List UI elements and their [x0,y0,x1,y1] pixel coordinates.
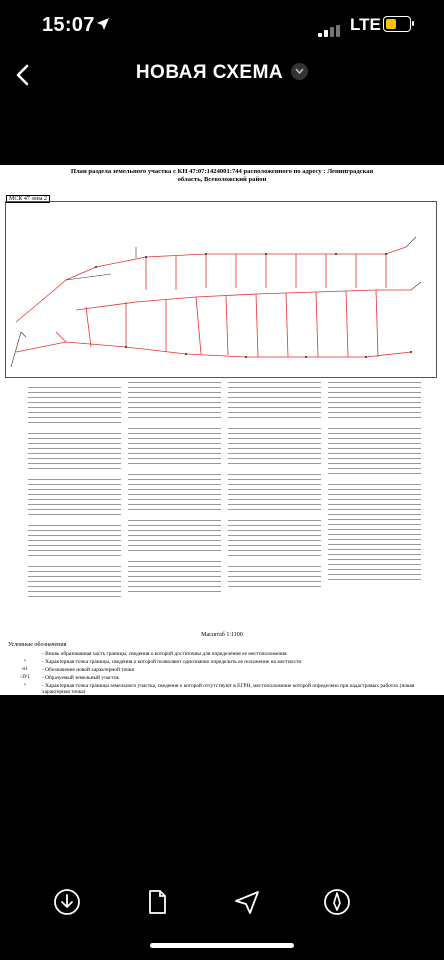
bottom-toolbar [0,880,444,924]
legend-text: - Образуемый земельный участок [42,675,120,681]
scale-label: Масштаб 1:1100 [201,632,243,638]
legend-item [8,721,428,727]
battery-cap [412,21,414,26]
legend-symbol: 47:07:1424001:1004 [8,713,50,718]
legend [8,642,428,729]
land-plan-drawing [5,201,437,378]
legend-text: - Характерная точка границы, сведения о которой позволяют однозначно определить ее положение на местности [42,659,302,665]
coordinate-tables [28,378,423,633]
legend-item [8,713,428,719]
nav-bar [0,50,444,100]
chevron-down-icon [291,63,308,80]
signal-icon [318,19,342,37]
document-page [0,165,444,727]
legend-item [8,651,428,657]
download-icon[interactable] [53,888,81,916]
legend-item [8,705,428,711]
location-arrow-icon [96,17,110,31]
network-type: LTE [350,15,381,34]
home-indicator[interactable] [150,943,294,948]
legend-text: - Обозначение характерной точки, местоположение которой не изменилось или было уточнено [42,697,260,703]
legend-item [8,683,428,695]
file-icon[interactable] [143,888,171,916]
coordinate-system-label: МСК 47 зона 2 [6,195,50,203]
legend-item [8,667,428,673]
legend-text: - Существующая часть границы, имеющиеся в ЕГРН сведения о которой достаточны для определения ее местоположения [42,705,323,711]
legend-title: Условные обозначения [8,642,67,648]
title-menu[interactable] [0,62,444,84]
legend-symbol: • [24,659,26,664]
status-time: 15:07 [42,14,95,36]
legend-text: - Вновь образованная часть границы, сведения о которой достаточны для определения ее местоположения [42,651,287,657]
status-bar [0,0,444,50]
legend-symbol: 1 [23,697,27,702]
send-icon[interactable] [233,888,261,916]
legend-item [8,697,428,703]
legend-text: - кадастровый номер земельного участка согласно которого осуществляется доступ к земельному участку общего пользования [42,721,334,727]
legend-symbol: • [24,683,26,688]
legend-text: - Характерная точка границы земельного участка, сведения о которой отсутствуют в ЕГРН, местоположение которой определено при кадастровых работах (новая характерная точка) [42,683,415,695]
page-title: НОВАЯ СХЕМА [135,62,284,83]
legend-symbol: н1 [22,667,28,672]
battery-icon [383,16,411,32]
document-title: План раздела земельного участка с КН 47:07:1424001:744 расположенного по адресу : Ленинградская область, Всеволожский район [70,168,374,184]
legend-text: - Обозначение новой характерной точки [42,667,135,673]
compass-icon[interactable] [323,888,351,916]
legend-text: - кадастровый номер земельного участка согласно которого осуществляется доступ к земельному участку общего пользования [42,713,334,719]
legend-item [8,675,428,681]
legend-symbol: 47:07:1424001:998 [8,721,48,726]
legend-symbol: :ЗУ1 [20,675,30,680]
legend-item [8,659,428,665]
